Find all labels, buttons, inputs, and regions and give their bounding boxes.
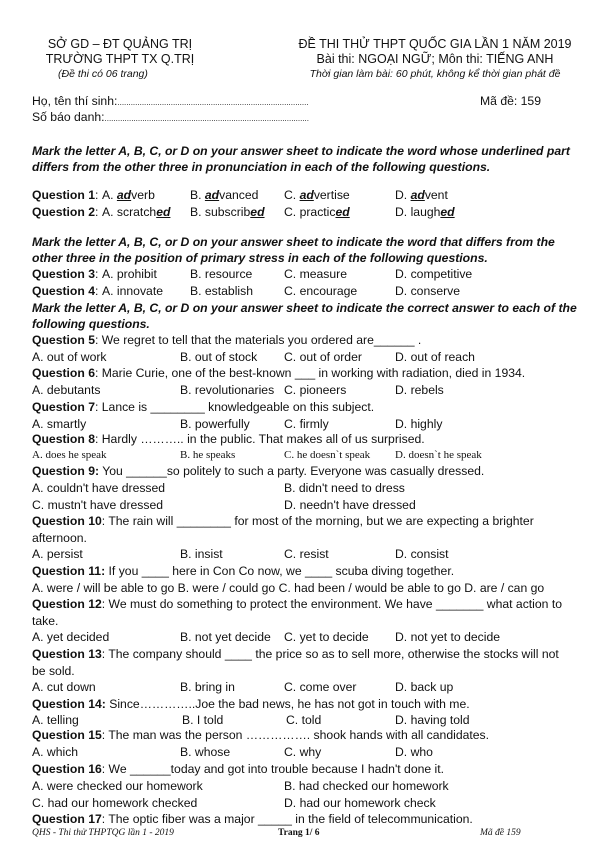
- q16-option-d: D. had our homework check: [284, 796, 436, 810]
- page-count-note: (Đề thi có 06 trang): [58, 68, 148, 80]
- q3-option-a: A. prohibit: [102, 267, 157, 281]
- question-4: Question 4:: [32, 284, 99, 298]
- q6-option-a: A. debutants: [32, 383, 101, 397]
- question-1: Question 1:: [32, 188, 99, 202]
- q7-option-c: C. firmly: [284, 417, 329, 431]
- q12-option-c: C. yet to decide: [284, 630, 369, 644]
- q1-option-c: C. advertise: [284, 188, 350, 202]
- q2-option-c: C. practiced: [284, 205, 350, 219]
- q15-option-a: A. which: [32, 745, 79, 759]
- footer-left: QHS - Thi thử THPTQG lần 1 - 2019: [32, 828, 174, 838]
- q6-option-b: B. revolutionaries: [180, 383, 275, 397]
- q3-option-d: D. competitive: [395, 267, 473, 281]
- q6-option-c: C. pioneers: [284, 383, 347, 397]
- q1-option-a: A. adverb: [102, 188, 155, 202]
- q5-option-b: B. out of stock: [180, 350, 258, 364]
- q3-option-c: C. measure: [284, 267, 347, 281]
- question-16: Question 16: We ______today and got into trouble because I hadn't done it.: [32, 762, 445, 776]
- question-label: Question 2: [32, 205, 95, 219]
- q15-option-d: D. who: [395, 745, 433, 759]
- department-name: SỞ GD – ĐT QUẢNG TRỊ: [47, 37, 193, 51]
- question-6: Question 6: Marie Curie, one of the best-known ___ in working with radiation, died in 1934.: [32, 366, 526, 380]
- q5-option-a: A. out of work: [32, 350, 107, 364]
- question-15: Question 15: The man was the person ……………. shook hands with all candidates.: [32, 728, 490, 742]
- question-7: Question 7: Lance is ________ knowledgeable on this subject.: [32, 400, 375, 414]
- q14-option-c: C. told: [286, 713, 322, 727]
- school-name: TRƯỜNG THPT TX Q.TRỊ: [45, 52, 195, 66]
- q16-option-c: C. had our homework checked: [32, 796, 198, 810]
- question-3: Question 3:: [32, 267, 99, 281]
- q2-option-b: B. subscribed: [190, 205, 265, 219]
- q14-option-b: B. I told: [182, 713, 224, 727]
- q10-option-d: D. consist: [395, 547, 449, 561]
- q13-option-d: D. back up: [395, 680, 454, 694]
- q9-option-c: C. mustn't have dressed: [32, 498, 164, 512]
- exam-duration: Thời gian làm bài: 60 phút, không kể thời gian phát đề: [309, 68, 561, 80]
- q2-option-d: D. laughed: [395, 205, 455, 219]
- q16-option-b: B. had checked our homework: [284, 779, 449, 793]
- question-11: Question 11: If you ____ here in Con Co now, we ____ scuba diving together.: [32, 564, 455, 578]
- q12-option-a: A. yet decided: [32, 630, 110, 644]
- q9-option-d: D. needn't have dressed: [284, 498, 416, 512]
- q10-option-b: B. insist: [180, 547, 223, 561]
- question-2: Question 2:: [32, 205, 99, 219]
- q12-option-d: D. not yet to decide: [395, 630, 501, 644]
- question-label: Question 1: [32, 188, 95, 202]
- q15-option-c: C. why: [284, 745, 322, 759]
- q1-option-b: B. advanced: [190, 188, 259, 202]
- q7-option-a: A. smartly: [32, 417, 87, 431]
- question-10-cont: afternoon.: [32, 531, 87, 545]
- q4-option-b: B. establish: [190, 284, 254, 298]
- candidate-id-field: ............................................................................................: [104, 114, 309, 123]
- candidate-name-line: [32, 94, 309, 110]
- q3-option-b: B. resource: [190, 267, 253, 281]
- q13-option-b: B. bring in: [180, 680, 235, 694]
- q15-option-b: B. whose: [180, 745, 231, 759]
- q8-option-c: C. he doesn`t speak: [284, 449, 371, 461]
- q14-option-d: D. having told: [395, 713, 470, 727]
- question-12-cont: take.: [32, 614, 59, 628]
- question-13: Question 13: The company should ____ the price so as to sell more, otherwise the stocks will not: [32, 647, 559, 661]
- q13-option-a: A. cut down: [32, 680, 96, 694]
- footer-exam-code: Mã đề 159: [480, 828, 521, 838]
- instruction-pronunciation: Mark the letter A, B, C, or D on your answer sheet to indicate the word whose underlined part differs from the other three in pronunciation in each of the following questions.: [32, 144, 570, 174]
- footer-page-number: Trang 1/ 6: [278, 828, 320, 838]
- exam-subject: Bài thi: NGOẠI NGỮ; Môn thi: TIẾNG ANH: [316, 52, 554, 66]
- q7-option-b: B. powerfully: [180, 417, 250, 431]
- question-14: Question 14: Since…………..Joe the bad news, he has not got in touch with me.: [32, 697, 470, 711]
- question-9: Question 9: You ______so politely to such a party. Everyone was casually dressed.: [32, 464, 485, 478]
- q16-option-a: A. were checked our homework: [32, 779, 203, 793]
- candidate-id-line: [32, 110, 309, 126]
- question-5: Question 5: We regret to tell that the materials you ordered are______ .: [32, 333, 422, 347]
- question-10: Question 10: The rain will ________ for most of the morning, but we are expecting a brighter: [32, 514, 534, 528]
- candidate-name-field: ......................................................................................: [117, 98, 309, 107]
- q7-option-d: D. highly: [395, 417, 443, 431]
- candidate-id-label: Số báo danh:: [32, 110, 105, 124]
- question-8: Question 8: Hardly ……….. in the public. That makes all of us surprised.: [32, 432, 425, 446]
- header-left: [20, 37, 220, 82]
- candidate-name-label: Họ, tên thí sinh:: [32, 94, 118, 108]
- q4-option-d: D. conserve: [395, 284, 461, 298]
- question-13-cont: be sold.: [32, 664, 75, 678]
- q10-option-c: C. resist: [284, 547, 329, 561]
- q1-option-d: D. advent: [395, 188, 448, 202]
- q5-option-c: C. out of order: [284, 350, 362, 364]
- q9-option-a: A. couldn't have dressed: [32, 481, 166, 495]
- q4-option-c: C. encourage: [284, 284, 358, 298]
- q8-option-b: B. he speaks: [180, 449, 236, 461]
- header-right: [280, 37, 590, 82]
- exam-code: Mã đề: 159: [480, 94, 541, 108]
- question-12: Question 12: We must do something to protect the environment. We have _______ what action to: [32, 597, 562, 611]
- q13-option-c: C. come over: [284, 680, 357, 694]
- q8-option-a: A. does he speak: [32, 449, 107, 461]
- q5-option-d: D. out of reach: [395, 350, 475, 364]
- q12-option-b: B. not yet decide: [180, 630, 271, 644]
- q6-option-d: D. rebels: [395, 383, 444, 397]
- q8-option-d: D. doesn`t he speak: [395, 449, 482, 461]
- q14-option-a: A. telling: [32, 713, 79, 727]
- instruction-stress: Mark the letter A, B, C, or D on your answer sheet to indicate the word that differs from the other three in the position of primary stress in each of the following questions.: [32, 235, 555, 265]
- exam-title: ĐỀ THI THỬ THPT QUỐC GIA LẦN 1 NĂM 2019: [298, 37, 572, 51]
- q2-option-a: A. scratched: [102, 205, 171, 219]
- q10-option-a: A. persist: [32, 547, 83, 561]
- question-17: Question 17: The optic fiber was a major _____ in the field of telecommunication.: [32, 812, 473, 826]
- q4-option-a: A. innovate: [102, 284, 163, 298]
- q9-option-b: B. didn't need to dress: [284, 481, 405, 495]
- instruction-correct-answer: Mark the letter A, B, C, or D on your answer sheet to indicate the correct answer to each of the following questions.: [32, 301, 577, 331]
- q11-options: A. were / will be able to go B. were / could go C. had been / would be able to go D. are / can go: [32, 581, 545, 595]
